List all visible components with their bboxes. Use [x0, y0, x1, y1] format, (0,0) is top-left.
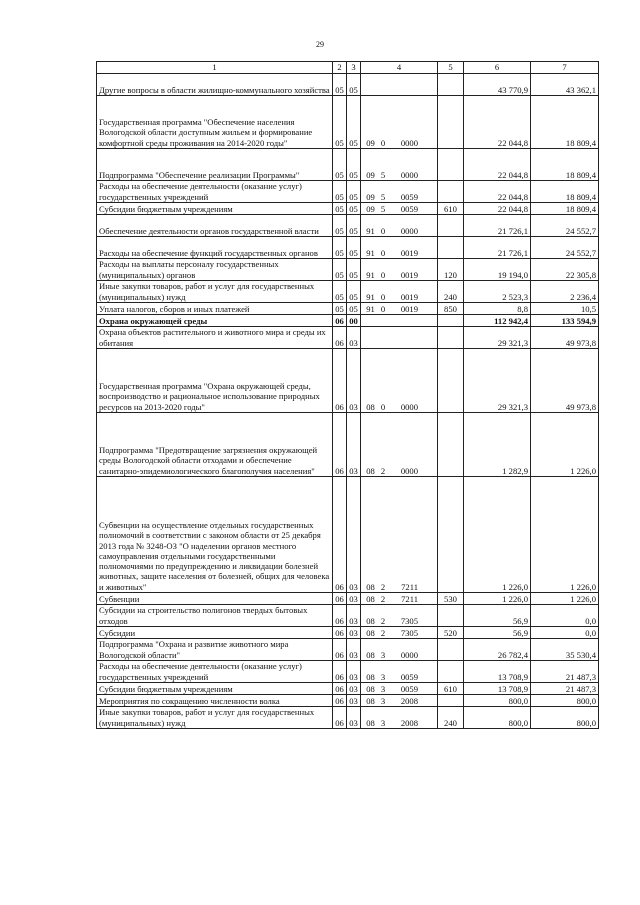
row-name-cell: Расходы на обеспечение деятельности (оказание услуг) государственных учреждений: [97, 661, 333, 683]
section-code-cell: 06: [333, 639, 347, 661]
target-article-part: 5: [380, 169, 386, 180]
row-name-cell: Подпрограмма "Предотвращение загрязнения окружающей среды Вологодской области отходами и обеспечение санитарно-эпидемиологического благополучия населения": [97, 413, 333, 477]
section-code-cell: 06: [333, 593, 347, 605]
amount-year1-cell: 19 194,0: [464, 259, 531, 281]
target-article-part: 08: [366, 581, 375, 592]
target-article-part: 2008: [400, 695, 418, 706]
target-article-cell: [361, 259, 438, 281]
amount-year2-cell: 800,0: [531, 695, 599, 707]
table-row: [97, 203, 599, 215]
table-row: [97, 707, 599, 729]
header-cell: 6: [464, 62, 531, 74]
amount-year2-cell: 18 809,4: [531, 96, 599, 149]
target-article-part: 0019: [400, 247, 418, 258]
target-article-cell: [361, 215, 438, 237]
amount-year2-cell: 21 487,3: [531, 661, 599, 683]
row-name-cell: Охрана объектов растительного и животного мира и среды их обитания: [97, 327, 333, 349]
subsection-code-cell: 05: [347, 74, 361, 96]
expense-type-cell: 850: [438, 303, 464, 315]
amount-year1-cell: 21 726,1: [464, 237, 531, 259]
target-article-part: 5: [380, 191, 386, 202]
row-name-cell: Расходы на выплаты персоналу государственных (муниципальных) органов: [97, 259, 333, 281]
subsection-code-cell: 05: [347, 203, 361, 215]
target-article-part: 08: [366, 627, 375, 638]
target-article-part: 0000: [400, 225, 418, 236]
amount-year1-cell: 22 044,8: [464, 181, 531, 203]
target-article-cell: [361, 181, 438, 203]
expense-type-cell: 240: [438, 281, 464, 303]
target-article-part: 0: [380, 247, 386, 258]
subsection-code-cell: 03: [347, 627, 361, 639]
target-article-part: 3: [380, 717, 386, 728]
table-row: [97, 315, 599, 327]
subsection-code-cell: 03: [347, 327, 361, 349]
row-name-cell: Субвенции на осуществление отдельных государственных полномочий в соответствии с законом области от 25 декабря 2013 года № 3248-ОЗ "О наделении органов местного самоуправления отдельными государственными полномочиями по предупреждению и ликвидации болезней животных, защите населения от болезней, общих для человека и животных": [97, 477, 333, 593]
row-name-cell: Обеспечение деятельности органов государственной власти: [97, 215, 333, 237]
amount-year2-cell: 1 226,0: [531, 593, 599, 605]
target-article-part: 09: [366, 137, 375, 148]
expense-type-cell: [438, 477, 464, 593]
amount-year1-cell: 22 044,8: [464, 96, 531, 149]
row-name-cell: Расходы на обеспечение деятельности (оказание услуг) государственных учреждений: [97, 181, 333, 203]
table-row: [97, 627, 599, 639]
section-code-cell: 06: [333, 349, 347, 413]
amount-year1-cell: 800,0: [464, 707, 531, 729]
subsection-code-cell: 03: [347, 605, 361, 627]
table-row: [97, 149, 599, 181]
target-article-cell: [361, 477, 438, 593]
target-article-cell: [361, 96, 438, 149]
row-name-cell: Государственная программа "Охрана окружающей среды, воспроизводство и рациональное использование природных ресурсов на 2013-2020 годы": [97, 349, 333, 413]
subsection-code-cell: 03: [347, 683, 361, 695]
table-row: [97, 695, 599, 707]
section-code-cell: 06: [333, 695, 347, 707]
table-row: [97, 237, 599, 259]
row-name-cell: Подпрограмма "Обеспечение реализации Программы": [97, 149, 333, 181]
expense-type-cell: [438, 149, 464, 181]
section-code-cell: 06: [333, 627, 347, 639]
amount-year2-cell: 49 973,8: [531, 349, 599, 413]
subsection-code-cell: 03: [347, 695, 361, 707]
row-name-cell: Государственная программа "Обеспечение населения Вологодской области доступным жильем и формирование комфортной среды проживания на 2014-2020 годы": [97, 96, 333, 149]
target-article-cell: [361, 203, 438, 215]
target-article-cell: [361, 237, 438, 259]
expense-type-cell: 530: [438, 593, 464, 605]
expense-type-cell: [438, 96, 464, 149]
budget-table: [96, 61, 599, 729]
target-article-part: 0019: [400, 291, 418, 302]
target-article-part: 7305: [400, 627, 418, 638]
row-name-cell: Другие вопросы в области жилищно-коммунального хозяйства: [97, 74, 333, 96]
target-article-part: 0000: [400, 169, 418, 180]
target-article-part: 2: [380, 615, 386, 626]
target-article-cell: [361, 413, 438, 477]
expense-type-cell: 120: [438, 259, 464, 281]
target-article-cell: [361, 639, 438, 661]
target-article-cell: [361, 74, 438, 96]
target-article-part: 08: [366, 683, 375, 694]
row-name-cell: Подпрограмма "Охрана и развитие животного мира Вологодской области": [97, 639, 333, 661]
subsection-code-cell: 03: [347, 661, 361, 683]
target-article-part: 0000: [400, 649, 418, 660]
amount-year1-cell: 800,0: [464, 695, 531, 707]
section-code-cell: 06: [333, 605, 347, 627]
subsection-code-cell: 03: [347, 593, 361, 605]
section-code-cell: 05: [333, 303, 347, 315]
section-code-cell: 06: [333, 661, 347, 683]
amount-year1-cell: 22 044,8: [464, 203, 531, 215]
target-article-part: 7211: [401, 593, 418, 604]
row-name-cell: Субсидии на строительство полигонов твердых бытовых отходов: [97, 605, 333, 627]
table-row: [97, 477, 599, 593]
target-article-cell: [361, 661, 438, 683]
table-row: [97, 281, 599, 303]
expense-type-cell: [438, 605, 464, 627]
subsection-code-cell: 05: [347, 281, 361, 303]
target-article-part: 3: [380, 695, 386, 706]
target-article-part: 08: [366, 465, 375, 476]
amount-year2-cell: 21 487,3: [531, 683, 599, 695]
amount-year2-cell: 49 973,8: [531, 327, 599, 349]
target-article-cell: [361, 349, 438, 413]
target-article-part: 0019: [400, 303, 418, 314]
target-article-cell: [361, 605, 438, 627]
table-row: [97, 639, 599, 661]
target-article-part: 91: [366, 269, 375, 280]
amount-year2-cell: 18 809,4: [531, 181, 599, 203]
table-row: [97, 181, 599, 203]
section-code-cell: 05: [333, 96, 347, 149]
section-code-cell: 05: [333, 259, 347, 281]
amount-year1-cell: 8,8: [464, 303, 531, 315]
section-code-cell: 06: [333, 315, 347, 327]
amount-year2-cell: 1 226,0: [531, 413, 599, 477]
target-article-part: 2: [380, 627, 386, 638]
expense-type-cell: 520: [438, 627, 464, 639]
target-article-cell: [361, 315, 438, 327]
section-code-cell: 05: [333, 181, 347, 203]
row-name-cell: Иные закупки товаров, работ и услуг для государственных (муниципальных) нужд: [97, 281, 333, 303]
target-article-part: 0: [380, 269, 386, 280]
target-article-part: 08: [366, 401, 375, 412]
expense-type-cell: [438, 215, 464, 237]
target-article-part: 0: [380, 401, 386, 412]
target-article-part: 91: [366, 247, 375, 258]
amount-year2-cell: 133 594,9: [531, 315, 599, 327]
target-article-part: 08: [366, 695, 375, 706]
target-article-cell: [361, 327, 438, 349]
section-code-cell: 05: [333, 215, 347, 237]
target-article-cell: [361, 303, 438, 315]
amount-year1-cell: 26 782,4: [464, 639, 531, 661]
subsection-code-cell: 05: [347, 96, 361, 149]
target-article-cell: [361, 627, 438, 639]
subsection-code-cell: 03: [347, 707, 361, 729]
expense-type-cell: 610: [438, 683, 464, 695]
amount-year2-cell: 1 226,0: [531, 477, 599, 593]
target-article-part: 08: [366, 649, 375, 660]
subsection-code-cell: 03: [347, 477, 361, 593]
target-article-part: 08: [366, 717, 375, 728]
table-row: [97, 215, 599, 237]
subsection-code-cell: 05: [347, 303, 361, 315]
header-cell: 7: [531, 62, 599, 74]
amount-year2-cell: 43 362,1: [531, 74, 599, 96]
amount-year1-cell: 56,9: [464, 605, 531, 627]
table-row: [97, 605, 599, 627]
row-name-cell: Субсидии бюджетным учреждениям: [97, 203, 333, 215]
table-row: [97, 661, 599, 683]
target-article-part: 0000: [400, 465, 418, 476]
expense-type-cell: [438, 661, 464, 683]
table-row: [97, 593, 599, 605]
target-article-part: 7211: [401, 581, 418, 592]
amount-year1-cell: 29 321,3: [464, 349, 531, 413]
subsection-code-cell: 03: [347, 349, 361, 413]
expense-type-cell: [438, 413, 464, 477]
target-article-part: 91: [366, 303, 375, 314]
table-row: [97, 413, 599, 477]
amount-year1-cell: 29 321,3: [464, 327, 531, 349]
target-article-cell: [361, 281, 438, 303]
table-row: [97, 74, 599, 96]
target-article-part: 0059: [400, 191, 418, 202]
row-name-cell: Субсидии: [97, 627, 333, 639]
target-article-part: 0059: [400, 683, 418, 694]
section-code-cell: 06: [333, 683, 347, 695]
table-row: [97, 303, 599, 315]
target-article-part: 08: [366, 671, 375, 682]
target-article-part: 91: [366, 291, 375, 302]
header-cell: 1: [97, 62, 333, 74]
expense-type-cell: [438, 237, 464, 259]
table-row: [97, 349, 599, 413]
amount-year1-cell: 1 226,0: [464, 593, 531, 605]
table-row: [97, 259, 599, 281]
target-article-part: 7305: [400, 615, 418, 626]
target-article-part: 0000: [400, 401, 418, 412]
target-article-part: 0019: [400, 269, 418, 280]
target-article-part: 0: [380, 303, 386, 314]
header-cell: 4: [361, 62, 438, 74]
expense-type-cell: [438, 74, 464, 96]
row-name-cell: Мероприятия по сокращению численности волка: [97, 695, 333, 707]
amount-year1-cell: 43 770,9: [464, 74, 531, 96]
header-cell: 5: [438, 62, 464, 74]
amount-year1-cell: 56,9: [464, 627, 531, 639]
amount-year2-cell: 22 305,8: [531, 259, 599, 281]
amount-year2-cell: 2 236,4: [531, 281, 599, 303]
section-code-cell: 05: [333, 203, 347, 215]
target-article-cell: [361, 695, 438, 707]
target-article-part: 0: [380, 137, 386, 148]
target-article-part: 3: [380, 671, 386, 682]
section-code-cell: 06: [333, 327, 347, 349]
target-article-part: 08: [366, 615, 375, 626]
amount-year2-cell: 0,0: [531, 627, 599, 639]
table-row: [97, 96, 599, 149]
target-article-part: 2: [380, 465, 386, 476]
section-code-cell: 06: [333, 413, 347, 477]
expense-type-cell: [438, 327, 464, 349]
subsection-code-cell: 05: [347, 181, 361, 203]
amount-year2-cell: 24 552,7: [531, 237, 599, 259]
header-row: [97, 62, 599, 74]
row-name-cell: Субсидии бюджетным учреждениям: [97, 683, 333, 695]
amount-year1-cell: 1 282,9: [464, 413, 531, 477]
target-article-part: 09: [366, 191, 375, 202]
header-cell: 3: [347, 62, 361, 74]
row-name-cell: Расходы на обеспечение функций государственных органов: [97, 237, 333, 259]
target-article-part: 2008: [400, 717, 418, 728]
target-article-part: 3: [380, 683, 386, 694]
amount-year2-cell: 800,0: [531, 707, 599, 729]
amount-year1-cell: 22 044,8: [464, 149, 531, 181]
amount-year2-cell: 18 809,4: [531, 149, 599, 181]
subsection-code-cell: 05: [347, 237, 361, 259]
subsection-code-cell: 00: [347, 315, 361, 327]
amount-year2-cell: 0,0: [531, 605, 599, 627]
target-article-part: 5: [380, 203, 386, 214]
section-code-cell: 05: [333, 149, 347, 181]
row-name-cell: Иные закупки товаров, работ и услуг для государственных (муниципальных) нужд: [97, 707, 333, 729]
target-article-part: 0000: [400, 137, 418, 148]
target-article-part: 09: [366, 169, 375, 180]
expense-type-cell: [438, 695, 464, 707]
expense-type-cell: [438, 349, 464, 413]
table-row: [97, 327, 599, 349]
expense-type-cell: [438, 181, 464, 203]
amount-year1-cell: 13 708,9: [464, 661, 531, 683]
expense-type-cell: [438, 315, 464, 327]
amount-year1-cell: 13 708,9: [464, 683, 531, 695]
amount-year2-cell: 10,5: [531, 303, 599, 315]
header-cell: 2: [333, 62, 347, 74]
amount-year1-cell: 112 942,4: [464, 315, 531, 327]
amount-year1-cell: 21 726,1: [464, 215, 531, 237]
section-code-cell: 06: [333, 707, 347, 729]
target-article-part: 3: [380, 649, 386, 660]
target-article-cell: [361, 683, 438, 695]
target-article-part: 09: [366, 203, 375, 214]
subsection-code-cell: 05: [347, 259, 361, 281]
section-code-cell: 05: [333, 74, 347, 96]
page-number: 29: [316, 40, 324, 49]
table-row: [97, 683, 599, 695]
expense-type-cell: 240: [438, 707, 464, 729]
expense-type-cell: 610: [438, 203, 464, 215]
target-article-part: 0: [380, 291, 386, 302]
target-article-part: 2: [380, 593, 386, 604]
target-article-part: 2: [380, 581, 386, 592]
amount-year2-cell: 24 552,7: [531, 215, 599, 237]
subsection-code-cell: 03: [347, 639, 361, 661]
target-article-cell: [361, 707, 438, 729]
section-code-cell: 06: [333, 477, 347, 593]
row-name-cell: Субвенции: [97, 593, 333, 605]
target-article-cell: [361, 593, 438, 605]
target-article-part: 08: [366, 593, 375, 604]
target-article-cell: [361, 149, 438, 181]
amount-year2-cell: 35 530,4: [531, 639, 599, 661]
row-name-cell: Уплата налогов, сборов и иных платежей: [97, 303, 333, 315]
section-code-cell: 05: [333, 237, 347, 259]
expense-type-cell: [438, 639, 464, 661]
subsection-code-cell: 05: [347, 149, 361, 181]
target-article-part: 91: [366, 225, 375, 236]
target-article-part: 0059: [400, 671, 418, 682]
amount-year1-cell: 1 226,0: [464, 477, 531, 593]
row-name-cell: Охрана окружающей среды: [97, 315, 333, 327]
section-code-cell: 05: [333, 281, 347, 303]
subsection-code-cell: 03: [347, 413, 361, 477]
subsection-code-cell: 05: [347, 215, 361, 237]
target-article-part: 0: [380, 225, 386, 236]
amount-year1-cell: 2 523,3: [464, 281, 531, 303]
target-article-part: 0059: [400, 203, 418, 214]
amount-year2-cell: 18 809,4: [531, 203, 599, 215]
